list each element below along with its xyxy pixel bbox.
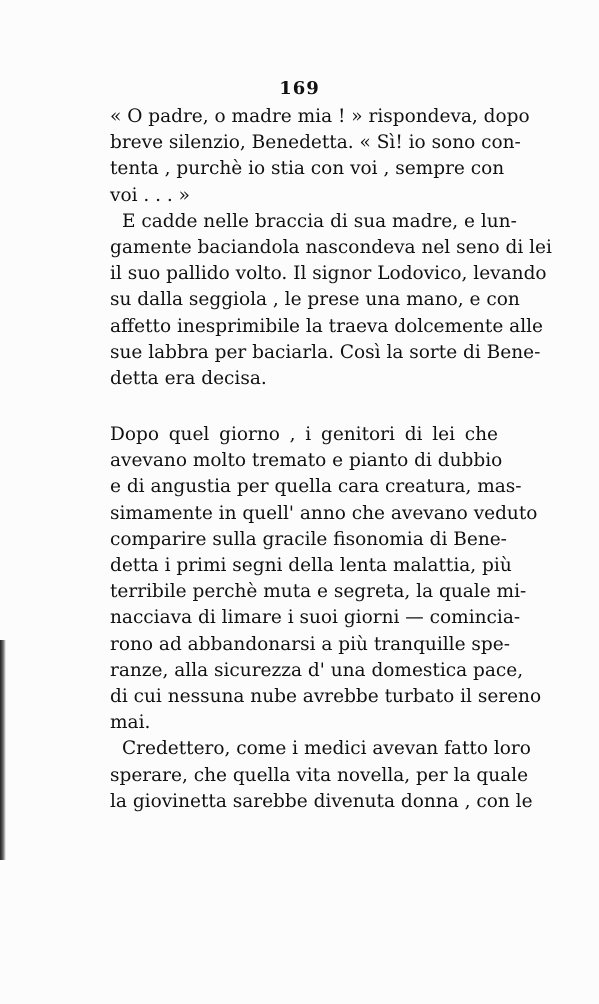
text-block-top: [110, 104, 552, 392]
text-line: simamente in quell' anno che avevano veduto: [110, 502, 538, 524]
text-line: sue labbra per baciarla. Così la sorte di Bene-: [110, 341, 541, 363]
text-line: detta era decisa.: [110, 368, 267, 390]
text-line: avevano molto tremato e pianto di dubbio: [110, 450, 503, 472]
text-line: il suo pallido volto. Il signor Lodovico, levando: [110, 263, 547, 285]
text-line: nacciava di limare i suoi giorni — comincia-: [110, 607, 521, 629]
text-line: di cui nessuna nube avrebbe turbato il sereno: [110, 686, 542, 708]
text-line: la giovinetta sarebbe divenuta donna , con le: [110, 790, 533, 812]
paragraph-doctors: [110, 736, 533, 815]
text-block-bottom: [110, 422, 542, 815]
paragraph-embrace: [110, 209, 552, 392]
text-line: su dalla seggiola , le prese una mano, e con: [110, 289, 520, 311]
text-line: detta i primi segni della lenta malattia, più: [110, 555, 512, 577]
text-line: tenta , purchè io stia con voi , sempre con: [110, 158, 505, 180]
page-binding-shadow: [0, 640, 6, 860]
text-line: voi . . . »: [110, 184, 190, 206]
page-number: 169: [279, 78, 320, 99]
text-line: breve silenzio, Benedetta. « Sì! io sono con-: [110, 132, 521, 154]
text-line: terribile perchè muta e segreta, la quale mi-: [110, 581, 527, 603]
text-line: rono ad abbandonarsi a più tranquille spe-: [110, 633, 510, 655]
text-line: ranze, alla sicurezza d' una domestica pace,: [110, 659, 524, 681]
paragraph-dialogue: [110, 104, 530, 209]
text-line: Credettero, come i medici avevan fatto loro: [122, 738, 531, 760]
text-line: mai.: [110, 712, 151, 734]
text-line: « O padre, o madre mia ! » rispondeva, dopo: [110, 106, 530, 127]
text-line: Dopo quel giorno , i genitori di lei che: [110, 424, 498, 445]
text-line: affetto inesprimibile la traeva dolcemente alle: [110, 315, 543, 337]
text-line: sperare, che quella vita novella, per la quale: [110, 764, 529, 786]
text-line: E cadde nelle braccia di sua madre, e lun-: [122, 210, 517, 232]
text-line: comparire sulla gracile fisonomia di Bene-: [110, 528, 507, 550]
text-line: gamente baciandola nascondeva nel seno di lei: [110, 237, 552, 259]
paragraph-parents: [110, 422, 542, 736]
text-line: e di angustia per quella cara creatura, mas-: [110, 476, 522, 498]
